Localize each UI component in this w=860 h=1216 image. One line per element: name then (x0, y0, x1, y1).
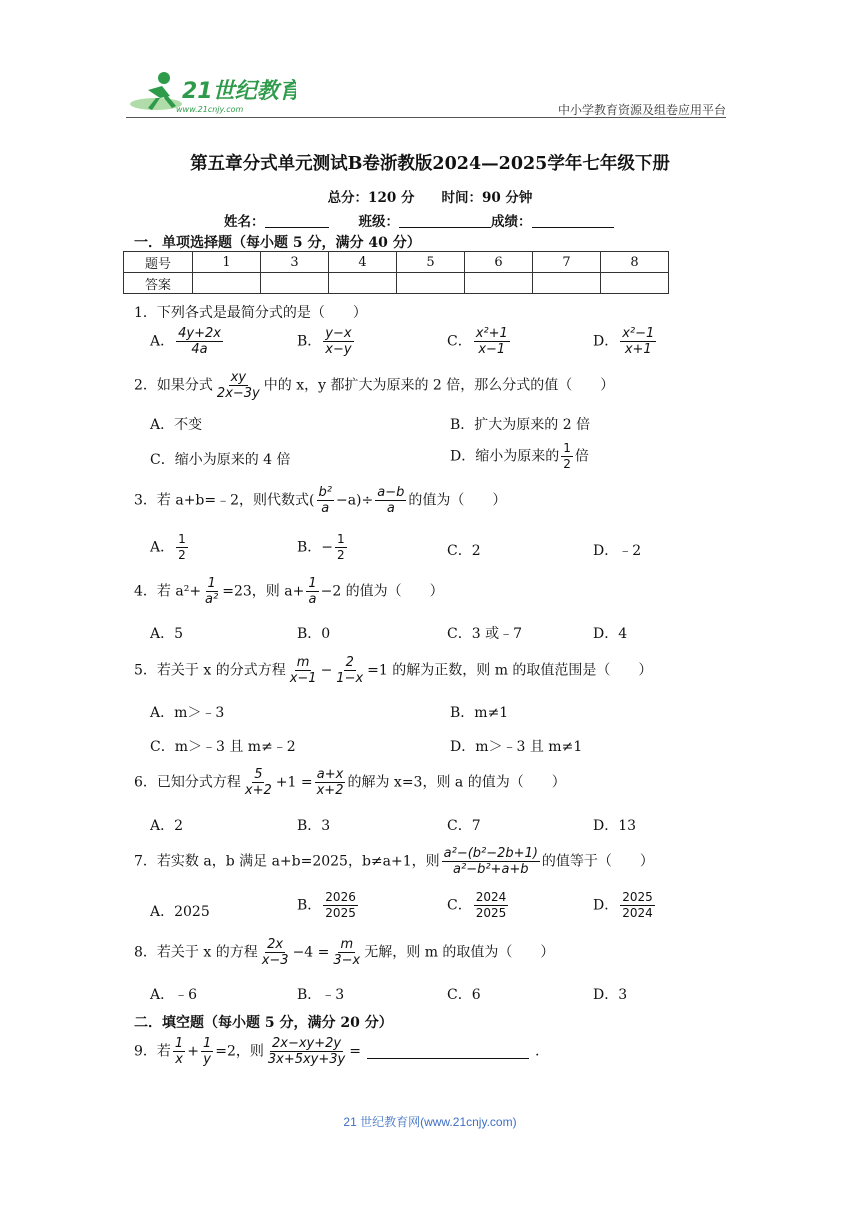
q6-option-b[interactable]: B．3 (297, 818, 331, 834)
q1-option-b[interactable]: B． $\frac{y-x}{x-y}$ (297, 326, 352, 357)
answer-cell[interactable] (397, 273, 465, 294)
answer-cell[interactable] (533, 273, 601, 294)
question-1: 1．下列各式是最简分式的是（ ） (134, 305, 367, 321)
table-cell: 3 (261, 252, 329, 273)
table-cell: 1 (193, 252, 261, 273)
q7-option-b[interactable]: B． $\frac{2026}{2025}$ (297, 890, 356, 920)
score-label: 成绩： (491, 214, 532, 230)
q6-option-c[interactable]: C．7 (447, 818, 481, 834)
site-logo (126, 68, 296, 116)
table-cell: 8 (601, 252, 669, 273)
name-blank[interactable] (265, 213, 329, 228)
q6-option-a[interactable]: A．2 (150, 818, 184, 834)
q4-option-a[interactable]: A．5 (150, 626, 184, 642)
q8-option-a[interactable]: A．﹣6 (150, 987, 198, 1003)
logo-text: 21世纪教育 (182, 79, 296, 104)
q7-option-a[interactable]: A．2025 (150, 904, 210, 920)
table-row (124, 273, 669, 294)
page-title: 第五章分式单元测试B卷浙教版2024—2025学年七年级下册 (190, 154, 670, 174)
class-blank[interactable] (399, 213, 491, 228)
student-info (224, 210, 614, 230)
header-platform-text: 中小学教育资源及组卷应用平台 (557, 103, 726, 117)
section-heading: 一．单项选择题（每小题 5 分，满分 40 分） (134, 235, 421, 251)
answer-cell[interactable] (329, 273, 397, 294)
q8-option-b[interactable]: B．﹣3 (297, 987, 345, 1003)
q3-option-a[interactable]: A． $\frac{1}{2}$ (150, 532, 186, 562)
q1-option-c[interactable]: C． $\frac{\text{x²+1}}{x-1}$ (447, 326, 508, 357)
class-label: 班级： (358, 214, 399, 230)
question-8: 8．若关于 x 的方程 $\frac{2x}{x-3}$ −4 = $\frac{m}{3-x}$ 无解，则 m 的取值为（ ） (134, 937, 555, 968)
q5-option-b[interactable]: B．m≠1 (450, 705, 509, 721)
answer-cell[interactable] (261, 273, 329, 294)
q7-option-c[interactable]: C． $\frac{2024}{2025}$ (447, 890, 507, 920)
q4-option-c[interactable]: C．3 或﹣7 (447, 626, 522, 642)
q8-option-c[interactable]: C．6 (447, 987, 481, 1003)
q2-option-d[interactable]: D．缩小为原来的 $\frac{1}{2}$ 倍 (450, 441, 589, 471)
q3-option-b[interactable]: B．− $\frac{1}{2}$ (297, 532, 345, 562)
header-divider (126, 117, 726, 118)
answer-blank[interactable] (367, 1044, 529, 1059)
answer-table (123, 251, 669, 294)
q3-option-d[interactable]: D．﹣2 (593, 543, 642, 559)
table-cell: 7 (533, 252, 601, 273)
q5-option-c[interactable]: C．m＞﹣3 且 m≠﹣2 (150, 739, 296, 755)
q4-option-d[interactable]: D．4 (593, 626, 628, 642)
question-3: 3．若 a+b=﹣2，则代数式( $\frac{\text{b²}}{a}$ −a)÷ $\frac{a-b}{a}$ 的值为（ ） (134, 485, 507, 516)
q1-option-d[interactable]: D． $\frac{\text{x²−1}}{x+1}$ (593, 326, 655, 357)
question-5: 5．若关于 x 的分式方程 $\frac{m}{x-1}$ − $\frac{2}{1-x}$ =1 的解为正数，则 m 的取值范围是（ ） (134, 655, 653, 686)
q2-option-c[interactable]: C．缩小为原来的 4 倍 (150, 452, 291, 468)
answer-cell[interactable] (193, 273, 261, 294)
q5-option-a[interactable]: A．m＞﹣3 (150, 705, 225, 721)
question-2: 2．如果分式 $\frac{xy}{2x-3y}$ 中的 x，y 都扩大为原来的 2 倍，那么分式的值（ ） (134, 370, 615, 401)
answer-cell[interactable] (465, 273, 533, 294)
answer-cell[interactable] (601, 273, 669, 294)
question-9: 9．若 $\frac{1}{x}$ + $\frac{1}{y}$ =2，则 $\frac{2x-xy+2y}{3x+5xy+3y}$ = . (134, 1036, 540, 1067)
table-cell: 6 (465, 252, 533, 273)
q2-option-b[interactable]: B．扩大为原来的 2 倍 (450, 417, 591, 433)
q6-option-d[interactable]: D．13 (593, 818, 637, 834)
question-6: 6．已知分式方程 $\frac{5}{x+2}$ +1 = $\frac{a+x}{x+2}$ 的解为 x=3，则 a 的值为（ ） (134, 767, 566, 798)
name-label: 姓名： (224, 214, 265, 230)
table-cell: 4 (329, 252, 397, 273)
runner-logo-icon (126, 68, 296, 116)
table-head: 答案 (124, 273, 193, 294)
table-head: 题号 (124, 252, 193, 273)
q4-option-b[interactable]: B．0 (297, 626, 331, 642)
q8-option-d[interactable]: D．3 (593, 987, 628, 1003)
logo-url: www.21cnjy.com (176, 105, 244, 114)
exam-meta: 总分：120 分 时间：90 分钟 (327, 190, 533, 206)
q3-option-c[interactable]: C．2 (447, 543, 481, 559)
question-4: 4．若 a²+ $\frac{1}{\text{a²}}$ =23，则 a+ $\frac{1}{a}$ −2 的值为（ ） (134, 576, 444, 607)
table-row (124, 252, 669, 273)
q1-option-a[interactable]: A． $\frac{4y+2x}{4a}$ (150, 326, 221, 357)
section-heading-2: 二．填空题（每小题 5 分，满分 20 分） (134, 1015, 393, 1031)
q7-option-d[interactable]: D． $\frac{2025}{2024}$ (593, 890, 653, 920)
question-7: 7．若实数 a，b 满足 a+b=2025，b≠a+1，则 $\frac{\text{a²−(b²−2b+1)}}{\text{a²−b²+a+b}}$ 的值等于（ ） (134, 846, 654, 877)
q2-option-a[interactable]: A．不变 (150, 417, 203, 433)
score-blank[interactable] (532, 213, 614, 228)
footer-link[interactable]: 21 世纪教育网(www.21cnjy.com) (343, 1115, 517, 1129)
table-cell: 5 (397, 252, 465, 273)
q5-option-d[interactable]: D．m＞﹣3 且 m≠1 (450, 739, 583, 755)
